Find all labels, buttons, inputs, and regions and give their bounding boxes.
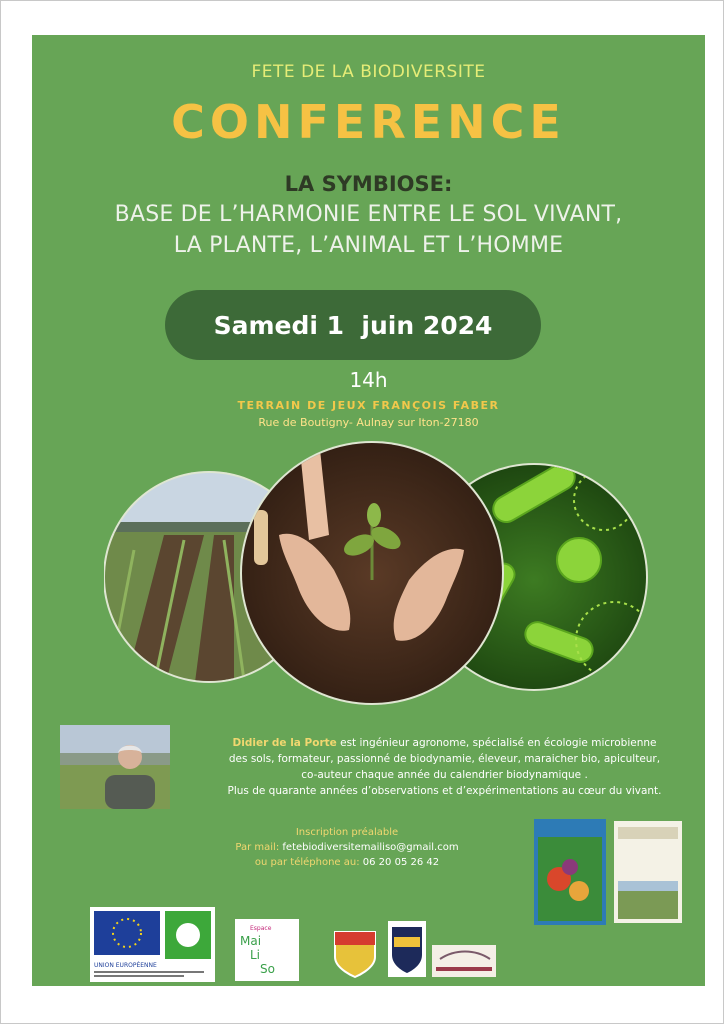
mail-label: Par mail:	[235, 842, 280, 853]
mailiso-so: So	[260, 962, 275, 976]
event-venue: TERRAIN DE JEUX FRANÇOIS FABER	[237, 399, 500, 412]
mailiso-li: Li	[250, 948, 261, 962]
cheminer-avec-le-vivant-book-cover	[614, 821, 682, 923]
partner-logos	[90, 907, 510, 982]
event-date: Samedi 1 juin 2024	[213, 310, 493, 340]
registration-heading: Inscription préalable	[295, 827, 399, 838]
speaker-name: Didier de la Porte	[232, 737, 337, 749]
event-name: FETE DE LA BIODIVERSITE	[251, 62, 486, 82]
conference-title: CONFERENCE	[171, 95, 566, 149]
speaker-bio	[192, 735, 697, 799]
book-covers	[534, 819, 684, 927]
biodynamic-calendar-book-cover	[534, 819, 606, 925]
subtitle-line-1: LA SYMBIOSE:	[284, 172, 453, 196]
email-link[interactable]: fetebiodiversitemailiso@gmail.com	[282, 842, 459, 853]
commune-crest-logo-2	[388, 921, 426, 977]
speaker-photo	[60, 725, 170, 809]
phone-number: 06 20 05 26 42	[362, 857, 440, 868]
event-time: 14h	[349, 368, 388, 392]
date-pill	[165, 290, 541, 360]
aulnay-sur-iton-logo	[432, 945, 496, 977]
phone-label: ou par téléphone au:	[254, 857, 360, 868]
registration-block	[207, 825, 487, 870]
poster	[32, 35, 705, 986]
bio-line-3: co-auteur chaque année du calendrier biodynamique .	[301, 769, 588, 781]
bio-line-4: Plus de quarante années d’observations et d’expérimentations au cœur du vivant.	[227, 785, 662, 797]
eu-label: UNION EUROPÉENNE	[94, 962, 157, 969]
bio-line-1: est ingénieur agronome, spécialisé en écologie microbienne	[336, 737, 657, 749]
mailiso-top: Espace	[250, 925, 272, 932]
mailiso-mai: Mai	[240, 934, 262, 948]
subtitle-line-3: LA PLANTE, L’ANIMAL ET L’HOMME	[173, 233, 564, 258]
commune-crest-logo-1	[335, 932, 375, 977]
subtitle-line-2: BASE DE L’HARMONIE ENTRE LE SOL VIVANT,	[114, 202, 623, 227]
bio-line-2: des sols, formateur, passionné de biodynamie, éleveur, maraicher bio, apiculteur,	[228, 753, 661, 765]
event-address: Rue de Boutigny- Aulnay sur Iton-27180	[258, 416, 479, 429]
union-europeenne-leader-logo	[90, 907, 215, 982]
espace-mailiso-logo	[235, 919, 299, 981]
illustration-circles	[104, 440, 659, 725]
